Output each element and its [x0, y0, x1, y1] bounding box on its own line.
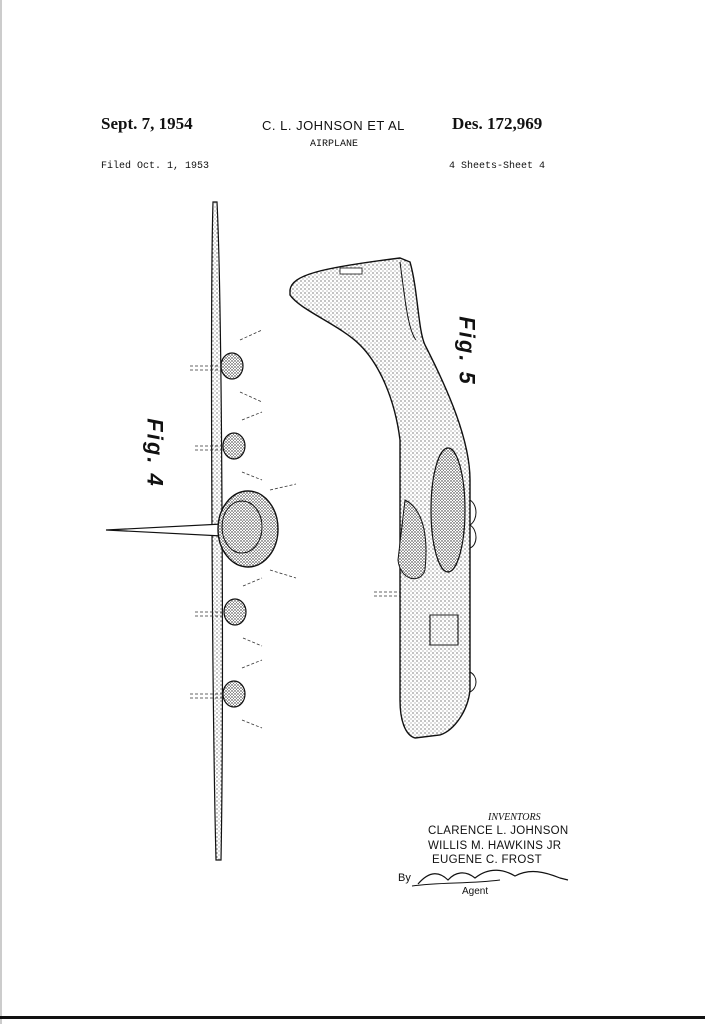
- filed-date: Filed Oct. 1, 1953: [101, 161, 210, 172]
- inventor-name: EUGENE C. FROST: [432, 854, 542, 866]
- inventor-name: CLARENCE L. JOHNSON: [428, 825, 569, 837]
- issue-date: Sept. 7, 1954: [101, 114, 193, 133]
- design-number: Des. 172,969: [452, 114, 543, 133]
- fig4-label: Fig. 4: [142, 418, 168, 488]
- inventors-label: INVENTORS: [488, 812, 541, 823]
- inventor-header: C. L. JOHNSON ET AL: [262, 118, 405, 133]
- fig5-label: Fig. 5: [454, 316, 480, 386]
- inventor-name: WILLIS M. HAWKINS JR: [428, 840, 562, 852]
- bottom-rule: [0, 1016, 705, 1019]
- agent-label: Agent: [462, 886, 489, 897]
- sheet-count: 4 Sheets-Sheet 4: [449, 161, 546, 172]
- patent-title: AIRPLANE: [310, 139, 359, 150]
- by-label: By: [398, 872, 411, 884]
